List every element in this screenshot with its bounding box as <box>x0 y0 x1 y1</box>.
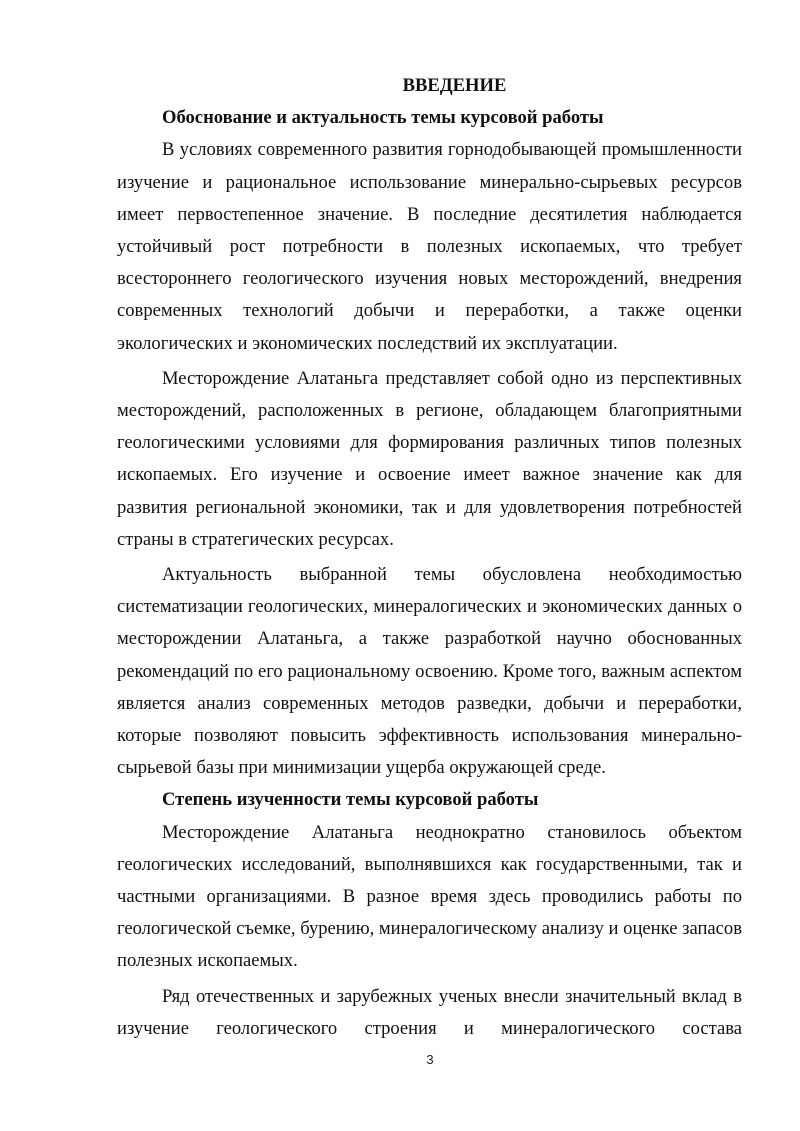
page-number: 3 <box>426 1052 434 1067</box>
paragraph-research-history: Месторождение Алатаньга неоднократно становилось объектом геологических исследований, выполнявшихся как государственными, так и частными организациями. В разное время здесь проводились работы по геологической съемке, бурению, минералогическому анализу и оценке запасов полезных ископаемых. <box>117 821 742 972</box>
section-heading-study-degree: Степень изученности темы курсовой работы <box>162 789 539 811</box>
paragraph-scientists: Ряд отечественных и зарубежных ученых внесли значительный вклад в изучение геологического строения и минералогического состава <box>117 985 742 1039</box>
page-content <box>117 70 742 1045</box>
section-heading-rationale: Обоснование и актуальность темы курсовой работы <box>162 107 604 129</box>
paragraph-alatanga: Месторождение Алатаньга представляет собой одно из перспективных месторождений, расположенных в регионе, обладающем благоприятными геологическими условиями для формирования различных типов полезных ископаемых. Его изучение и освоение имеет важное значение как для развития региональной экономики, так и для удовлетворения потребностей страны в стратегических ресурсах. <box>117 367 742 550</box>
paragraph-relevance: Актуальность выбранной темы обусловлена необходимостью систематизации геологических, минералогических и экономических данных о месторождении Алатаньга, а также разработкой научно обоснованных рекомендаций по его рациональному освоению. Кроме того, важным аспектом является анализ современных методов разведки, добычи и переработки, которые позволяют повысить эффективность использования минерально-сырьевой базы при минимизации ущерба окружающей среде. <box>117 564 742 779</box>
page-title: ВВЕДЕНИЕ <box>402 75 507 96</box>
paragraph-intro: В условиях современного развития горнодобывающей промышленности изучение и рациональное использование минерально-сырьевых ресурсов имеет первостепенное значение. В последние десятилетия наблюдается устойчивый рост потребности в полезных ископаемых, что требует всестороннего геологического изучения новых месторождений, внедрения современных технологий добычи и переработки, а также оценки экологических и экономических последствий их эксплуатации. <box>117 139 742 354</box>
